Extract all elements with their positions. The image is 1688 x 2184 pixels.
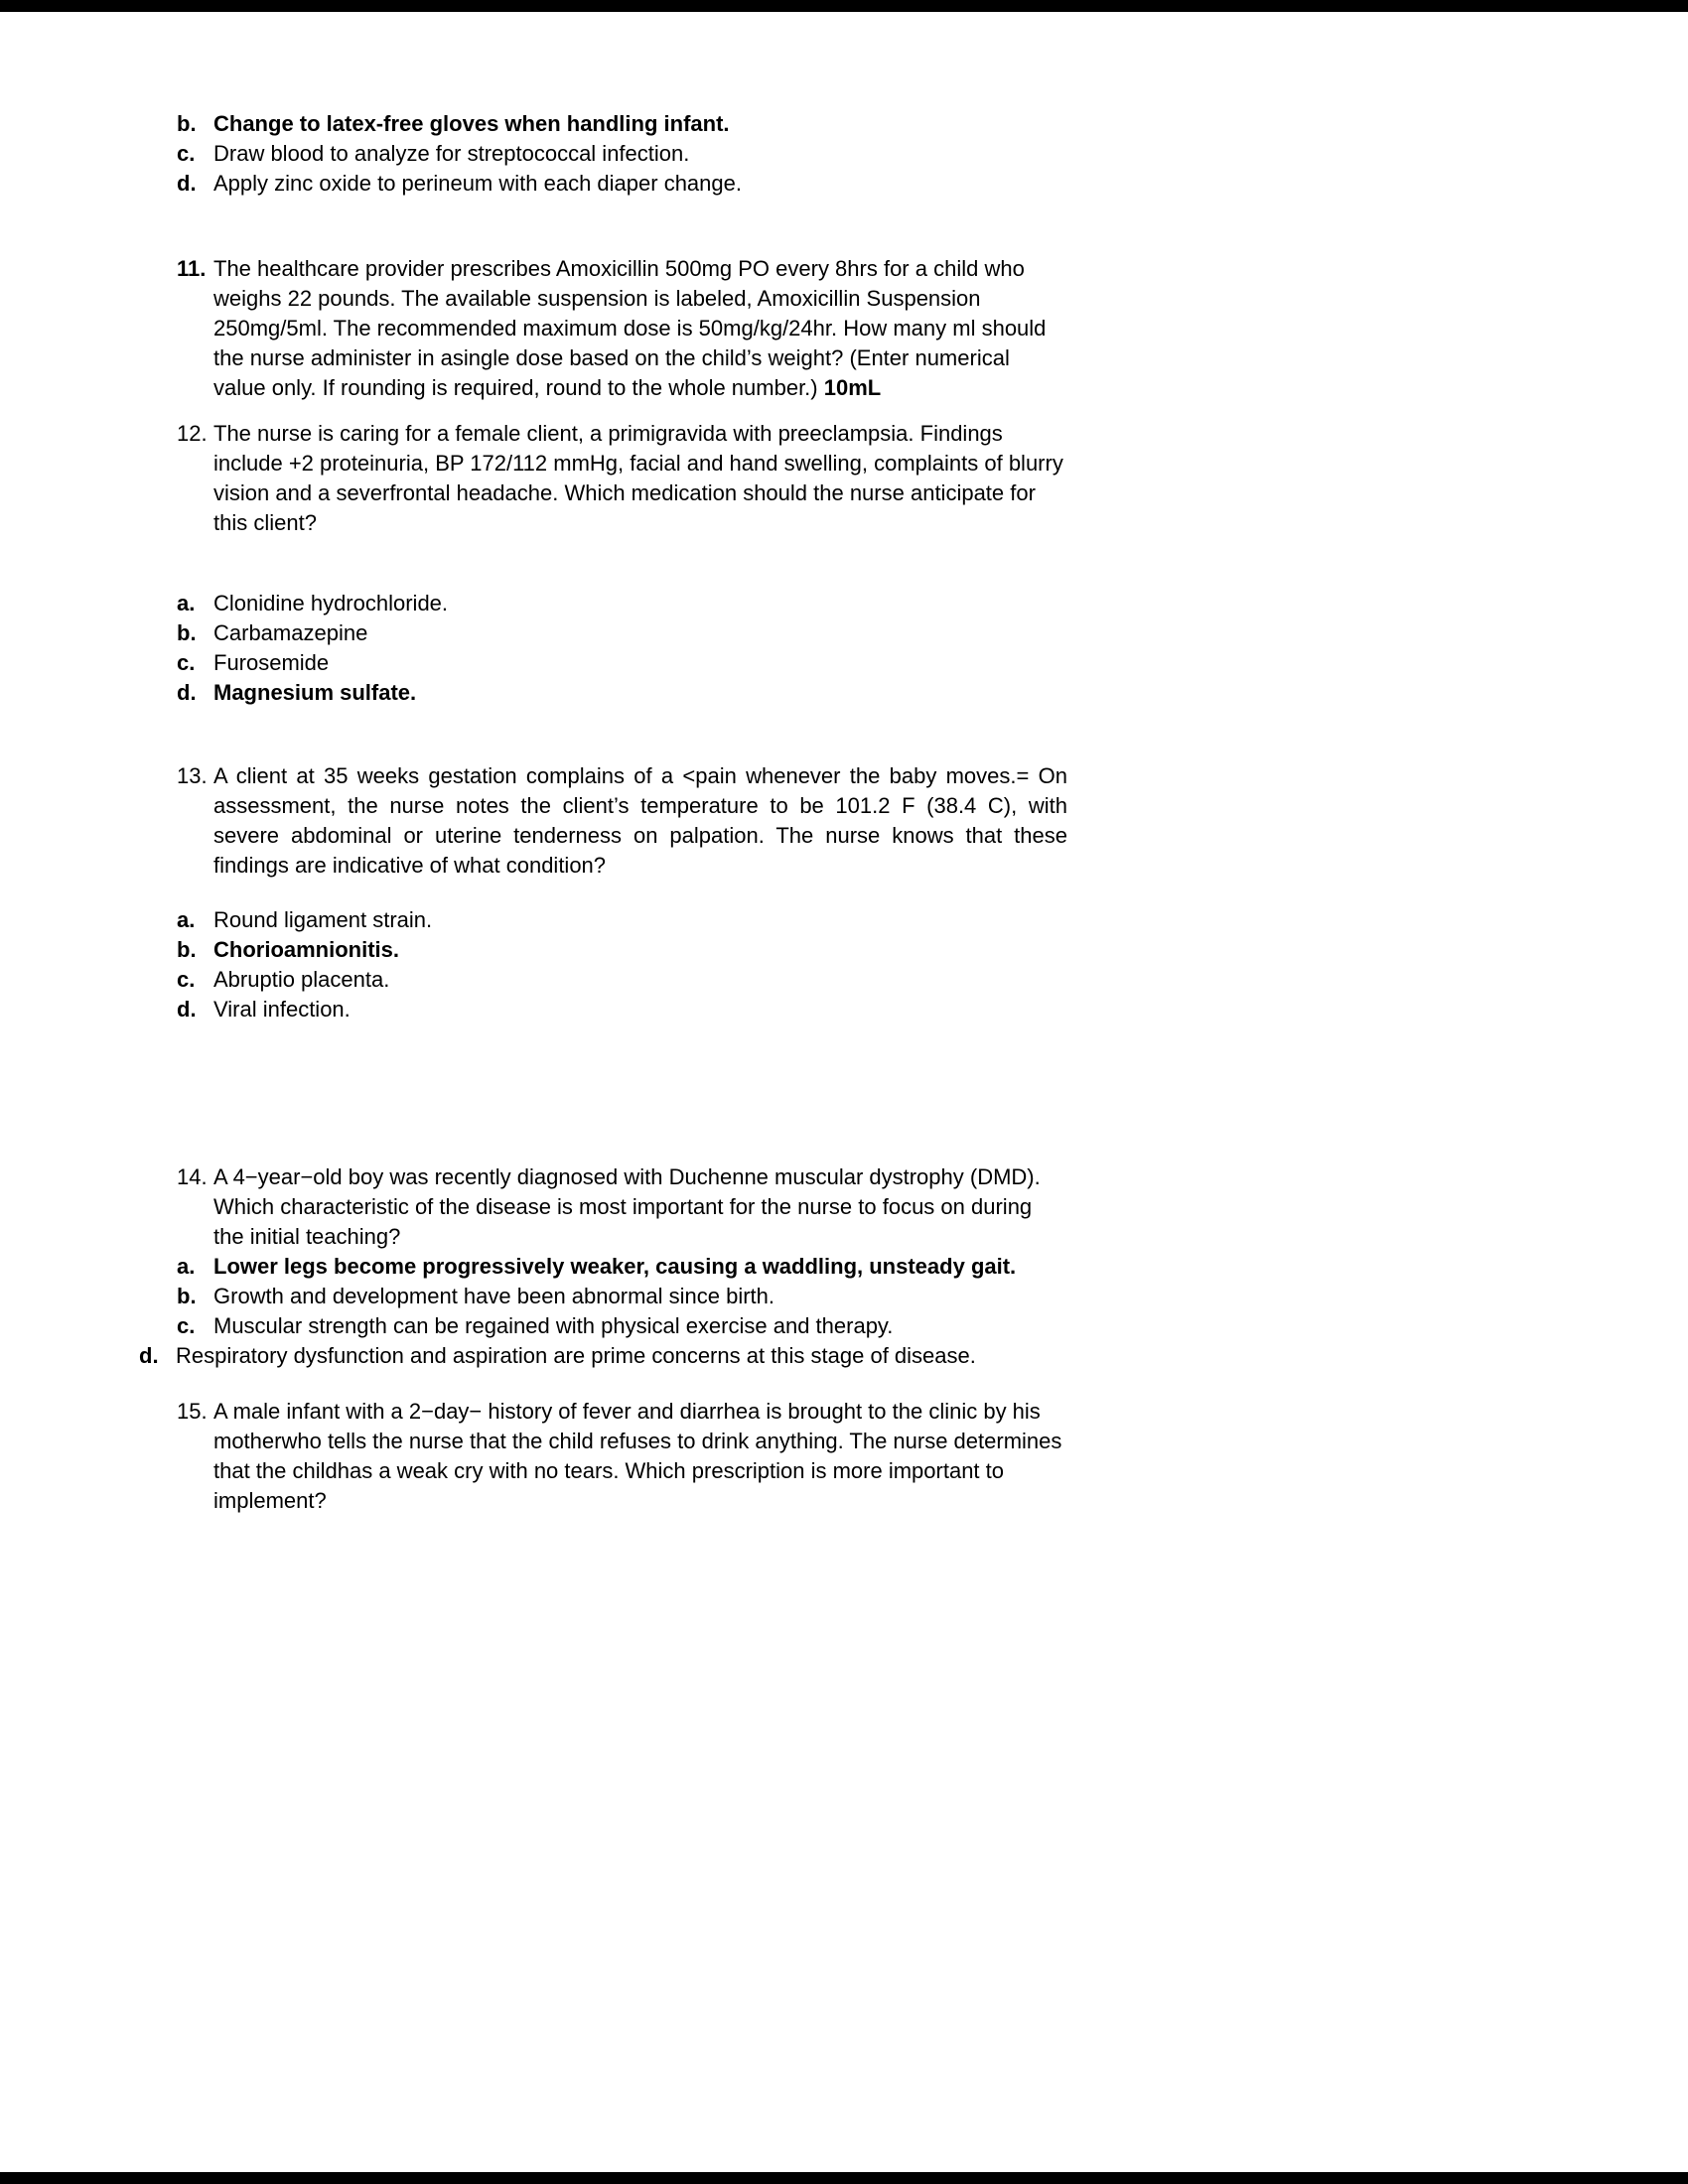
question-stem: The nurse is caring for a female client, a primigravida with preeclampsia. Findings include +2 proteinuria, BP 172/112 mmHg, facial and hand swelling, complaints of blurry vision and a severfrontal headache. Which medication should the nurse anticipate for this client? [213,421,1063,535]
option-letter: d. [177,997,197,1022]
question-14 [177,1162,1067,1252]
option [177,169,1067,199]
option-letter: c. [177,650,196,675]
question-number: 14. [177,1164,208,1189]
option-letter: b. [177,1284,197,1308]
option [177,1311,1067,1341]
option [177,905,1067,935]
option-text: Lower legs become progressively weaker, causing a waddling, unsteady gait. [213,1254,1017,1279]
question-number: 11. [177,256,207,281]
question-number: 12. [177,421,208,446]
option-letter: a. [177,591,196,615]
question-number: 13. [177,763,208,788]
option [177,935,1067,965]
option-letter: c. [177,141,196,166]
question-text [213,1397,1067,1516]
option-letter: c. [177,1313,196,1338]
question-number: 15. [177,1399,208,1424]
option [177,648,1067,678]
option-text: Furosemide [213,650,330,675]
option-letter: b. [177,937,197,962]
option [177,965,1067,995]
option [177,589,1067,618]
question-11 [177,254,1067,403]
option-text: Chorioamnionitis. [213,937,399,962]
option-list-q13 [177,905,1067,1024]
option-text: Viral infection. [213,997,351,1022]
option-letter: c. [177,967,196,992]
option-letter: b. [177,111,197,136]
option-text: Change to latex-free gloves when handling infant. [213,111,730,136]
option [177,109,1067,139]
question-answer: 10mL [823,375,882,400]
option [177,139,1067,169]
option-list-q12 [177,589,1067,708]
bottom-edge-bar [0,2172,1688,2184]
option [177,678,1067,708]
question-13 [177,761,1067,881]
question-stem: A client at 35 weeks gestation complains of a <pain whenever the baby moves.= On assessment, the nurse notes the client’s temperature to be 101.2 F (38.4 C), with severe abdominal or uterine tenderness on palpation. The nurse knows that these findings are indicative of what condition? [213,763,1067,878]
option-list-q14 [139,1252,1067,1371]
option-text: Abruptio placenta. [213,967,390,992]
question-12 [177,419,1067,538]
option-letter: d. [139,1343,159,1368]
option-text: Clonidine hydrochloride. [213,591,449,615]
question-stem: A 4−year−old boy was recently diagnosed with Duchenne muscular dystrophy (DMD). Which characteristic of the disease is most important for the nurse to focus on during the initial teaching? [213,1164,1041,1249]
question-15 [177,1397,1067,1516]
question-text [213,761,1067,881]
option-letter: d. [177,680,197,705]
option [139,1341,1067,1371]
question-stem: A male infant with a 2−day− history of fever and diarrhea is brought to the clinic by his motherwho tells the nurse that the child refuses to drink anything. The nurse determines that the childhas a weak cry with no tears. Which prescription is more important to implement? [213,1399,1062,1513]
option [177,995,1067,1024]
option-text: Carbamazepine [213,620,368,645]
option-text: Draw blood to analyze for streptococcal infection. [213,141,690,166]
option [177,1282,1067,1311]
question-text [213,254,1067,403]
question-text [213,1162,1067,1252]
option-letter: a. [177,907,196,932]
option-text: Apply zinc oxide to perineum with each diaper change. [213,171,742,196]
option-text: Respiratory dysfunction and aspiration are prime concerns at this stage of disease. [176,1343,976,1368]
option [177,618,1067,648]
option-letter: a. [177,1254,196,1279]
option-text: Muscular strength can be regained with physical exercise and therapy. [213,1313,894,1338]
option [177,1252,1067,1282]
option-letter: b. [177,620,197,645]
question-text [213,419,1067,538]
orphan-option-list [177,109,1067,199]
option-text: Magnesium sulfate. [213,680,417,705]
option-text: Growth and development have been abnormal since birth. [213,1284,775,1308]
option-letter: d. [177,171,197,196]
page-content [139,0,1067,1516]
option-text: Round ligament strain. [213,907,433,932]
question-stem: The healthcare provider prescribes Amoxicillin 500mg PO every 8hrs for a child who weighs 22 pounds. The available suspension is labeled, Amoxicillin Suspension 250mg/5ml. The recommended maximum dose is 50mg/kg/24hr. How many ml should the nurse administer in asingle dose based on the child’s weight? (Enter numerical value only. If rounding is required, round to the whole number.) [213,256,1047,400]
